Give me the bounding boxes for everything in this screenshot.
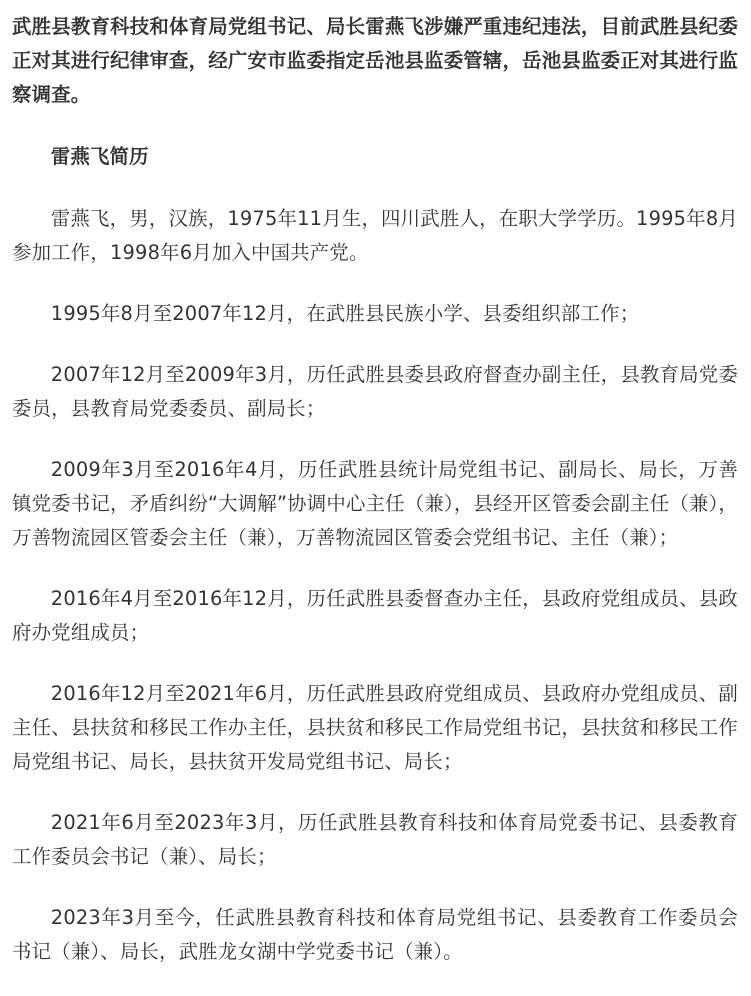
resume-paragraph-2016-2021: 2016年12月至2021年6月，历任武胜县政府党组成员、县政府办党组成员、副主任、县扶贫和移民工作办主任，县扶贫和移民工作局党组书记，县扶贫和移民工作局党组书记、局长，县扶贫开发局党组书记、局长； [12,682,738,773]
resume-paragraph-2016-apr-dec: 2016年4月至2016年12月，历任武胜县委督查办主任，县政府党组成员、县政府办党组成员； [12,587,738,644]
resume-paragraph-2009-2016: 2009年3月至2016年4月，历任武胜县统计局党组书记、副局长、局长，万善镇党委书记，矛盾纠纷“大调解”协调中心主任（兼），县经开区管委会副主任（兼），万善物流园区管委会主任（兼），万善物流园区管委会党组书记、主任（兼）； [12,458,738,549]
resume-paragraph-1995-2007: 1995年8月至2007年12月，在武胜县民族小学、县委组织部工作； [50,302,640,325]
resume-heading: 雷燕飞简历 [50,145,149,168]
article-body [12,10,738,996]
lead-paragraph: 武胜县教育科技和体育局党组书记、局长雷燕飞涉嫌严重违纪违法，目前武胜县纪委正对其进行纪律审查，经广安市监委指定岳池县监委管辖，岳池县监委正对其进行监察调查。 [12,15,738,106]
resume-paragraph-2021-2023: 2021年6月至2023年3月，历任武胜县教育科技和体育局党委书记、县委教育工作委员会书记（兼）、局长； [12,811,738,868]
resume-paragraph-2007-2009: 2007年12月至2009年3月，历任武胜县委县政府督查办副主任，县教育局党委委员，县教育局党委委员、副局长； [12,363,738,420]
resume-paragraph-basic-info: 雷燕飞，男，汉族，1975年11月生，四川武胜人，在职大学学历。1995年8月参加工作，1998年6月加入中国共产党。 [12,207,738,264]
resume-paragraph-2023-present: 2023年3月至今，任武胜县教育科技和体育局党组书记、县委教育工作委员会书记（兼）、局长，武胜龙女湖中学党委书记（兼）。 [12,906,738,963]
